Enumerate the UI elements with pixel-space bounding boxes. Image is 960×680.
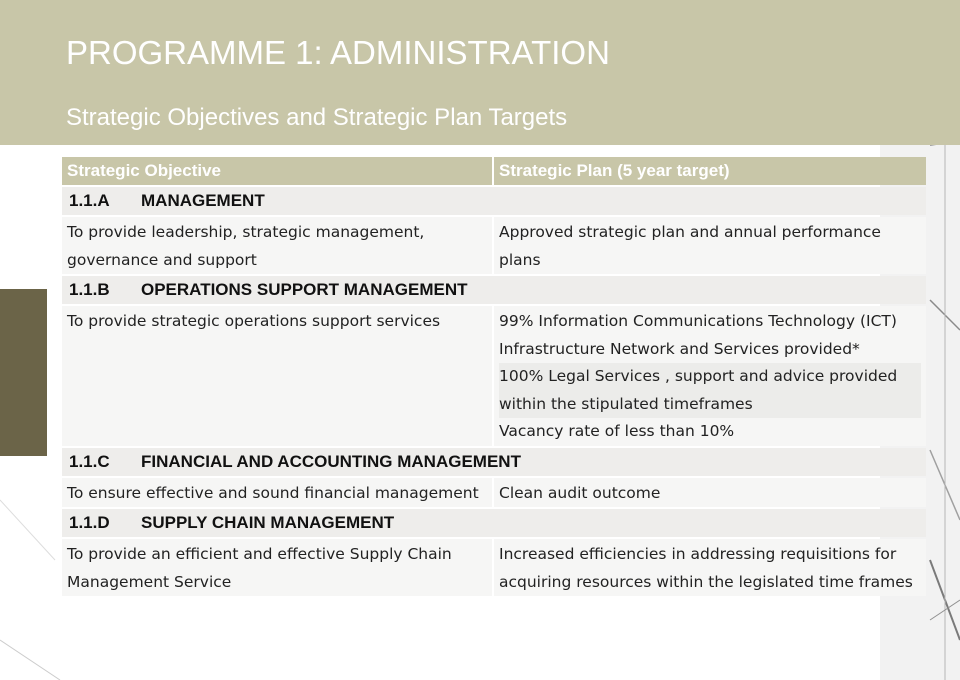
target-cell — [494, 217, 926, 274]
target-item: Increased efficiencies in addressing requisitions for acquiring resources within the legislated time frames — [499, 545, 913, 591]
section-row — [62, 509, 926, 537]
table-row — [62, 306, 926, 446]
objectives-table — [60, 155, 928, 598]
target-item: Approved strategic plan and annual performance plans — [499, 223, 881, 269]
section-title: SUPPLY CHAIN MANAGEMENT — [141, 513, 395, 532]
target-cell — [494, 306, 926, 446]
target-item: 99% Information Communications Technology (ICT) Infrastructure Network and Services provided* — [499, 312, 897, 358]
section-code: 1.1.B — [69, 280, 110, 299]
section-code: 1.1.C — [69, 451, 110, 471]
column-header-objective: Strategic Objective — [62, 157, 492, 185]
target-item: 100% Legal Services , support and advice provided within the stipulated timeframes — [499, 363, 921, 418]
table-header-row — [62, 157, 926, 185]
table-row — [62, 539, 926, 596]
column-header-target: Strategic Plan (5 year target) — [494, 157, 926, 185]
objective-cell: To provide an efficient and effective Supply Chain Management Service — [62, 539, 492, 596]
section-title: FINANCIAL AND ACCOUNTING MANAGEMENT — [141, 451, 521, 471]
section-row — [62, 448, 926, 476]
section-row — [62, 276, 926, 304]
page-subtitle: Strategic Objectives and Strategic Plan Targets — [66, 104, 568, 131]
table-row — [62, 478, 926, 508]
objective-cell: To provide strategic operations support services — [62, 306, 492, 446]
objective-cell: To ensure effective and sound financial management — [62, 478, 492, 508]
objective-cell: To provide leadership, strategic management, governance and support — [62, 217, 492, 274]
side-accent-block — [0, 289, 47, 456]
section-title: MANAGEMENT — [141, 191, 265, 210]
section-code: 1.1.D — [69, 513, 110, 532]
table-row — [62, 217, 926, 274]
target-cell — [494, 539, 926, 596]
page-title: PROGRAMME 1: ADMINISTRATION — [66, 34, 610, 71]
target-item: Clean audit outcome — [499, 483, 661, 502]
section-row — [62, 187, 926, 215]
header-banner — [0, 0, 960, 145]
target-item: Vacancy rate of less than 10% — [499, 422, 735, 440]
section-title: OPERATIONS SUPPORT MANAGEMENT — [141, 280, 468, 299]
target-cell — [494, 478, 926, 508]
section-code: 1.1.A — [69, 191, 110, 210]
